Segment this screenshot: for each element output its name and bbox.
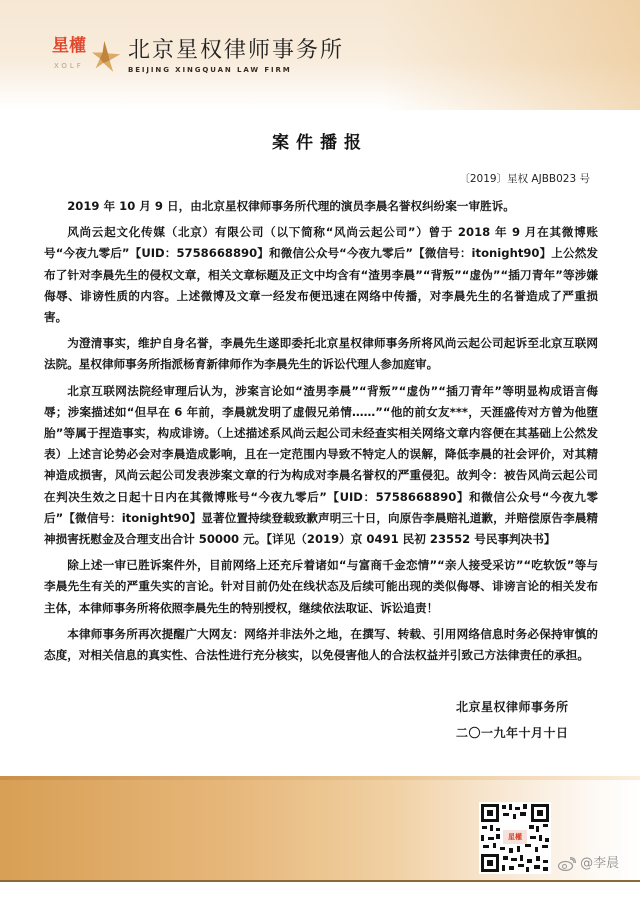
- firm-name-block: [128, 38, 344, 75]
- paragraph-3: 为澄清事实，维护自身名誉，李晨先生遂即委托北京星权律师事务所将风尚云起公司起诉至北京互联网法院。星权律师事务所指派杨育新律师作为李晨先生的诉讼代理人参加庭审。: [44, 336, 598, 372]
- paragraph-4: 北京互联网法院经审理后认为，涉案言论如“渣男李晨”“背叛”“虚伪”“插刀青年”等明显构成语言侮辱；涉案描述如“但早在 6 年前，李晨就发明了虚假兄弟情……”“他的前女友***，天涯盛传对方曾为他堕胎”等属于捏造事实，构成诽谤。（上述描述系风尚云起公司未经查实相关网络文章内容便在其基础上公然发表）上述言论势必会对李晨造成影响，且在一定范围内导致不特定人的误解，降低李晨的社会评价，对其精神造成损害，风尚云起公司发表涉案文章的行为构成对李晨名誉权的严重侵犯。故判令：被告风尚云起公司在判决生效之日起十日内在其微博账号“今夜九零后”【UID：5758668890】和微信公众号“今夜九零后”【微信号：itonight90】显著位置持续登载致歉声明三十日，向原告李晨赔礼道歉，并赔偿原告李晨精神损害抚慰金及合理支出合计 50000 元。【详见（2019）京 0491 民初 23552 号民事判决书】: [44, 383, 598, 547]
- logo-mark: [52, 34, 124, 78]
- signature-firm: 北京星权律师事务所: [456, 700, 569, 715]
- header-banner: [0, 0, 640, 110]
- logo-subtext: XOLF: [54, 62, 84, 70]
- signature-block: [456, 694, 640, 746]
- logo-text: 星權: [52, 36, 86, 56]
- firm-logo: [52, 34, 344, 78]
- paragraph-1: 2019 年 10 月 9 日，由北京星权律师事务所代理的演员李晨名誉权纠纷案一审胜诉。: [67, 199, 515, 213]
- qr-logo: 星權: [503, 830, 527, 844]
- firm-name-cn: 北京星权律师事务所: [128, 37, 345, 63]
- footer: [0, 776, 640, 882]
- watermark-handle: @李晨: [580, 856, 620, 872]
- weibo-icon: [558, 857, 576, 871]
- paragraph-6: 本律师事务所再次提醒广大网友：网络并非法外之地，在撰写、转载、引用网络信息时务必保持审慎的态度，对相关信息的真实性、合法性进行充分核实，以免侵害他人的合法权益并引致己方法律责任的承担。: [44, 626, 598, 663]
- firm-name-en: BEIJING XINGQUAN LAW FIRM: [128, 65, 292, 74]
- weibo-watermark: [558, 856, 619, 872]
- document-title: 案件播报: [272, 133, 368, 153]
- signature-date: 二〇一九年十月十日: [456, 726, 569, 741]
- document-number: 〔2019〕星权 AJBB023 号: [459, 173, 590, 185]
- paragraph-5: 除上述一审已胜诉案件外，目前网络上还充斥着诸如“与富商千金恋情”“亲人接受采访”“吃软饭”等与李晨先生有关的严重失实的言论。针对目前仍处在线状态及后续可能出现的类似侮辱、诽谤言论的相关发布主体，本律师事务所将依照李晨先生的特别授权，继续依法取证、诉讼追责！: [44, 558, 598, 615]
- star-icon: [92, 38, 122, 74]
- document-body: [44, 196, 598, 666]
- qr-code-icon: [479, 802, 551, 874]
- paragraph-2: 风尚云起文化传媒（北京）有限公司（以下简称“风尚云起公司”）曾于 2018 年 9 月在其微博账号“今夜九零后”【UID：5758668890】和微信公众号“今夜九零后”【微信号：itonight90】上公然发布了针对李晨先生的侵权文章，相关文章标题及正文中均含有“渣男李晨”“背叛”“虚伪”“插刀青年”等涉嫌侮辱、诽谤性质的内容。上述微博及文章一经发布便迅速在网络中传播，对李晨先生的名誉造成了严重损害。: [44, 225, 598, 325]
